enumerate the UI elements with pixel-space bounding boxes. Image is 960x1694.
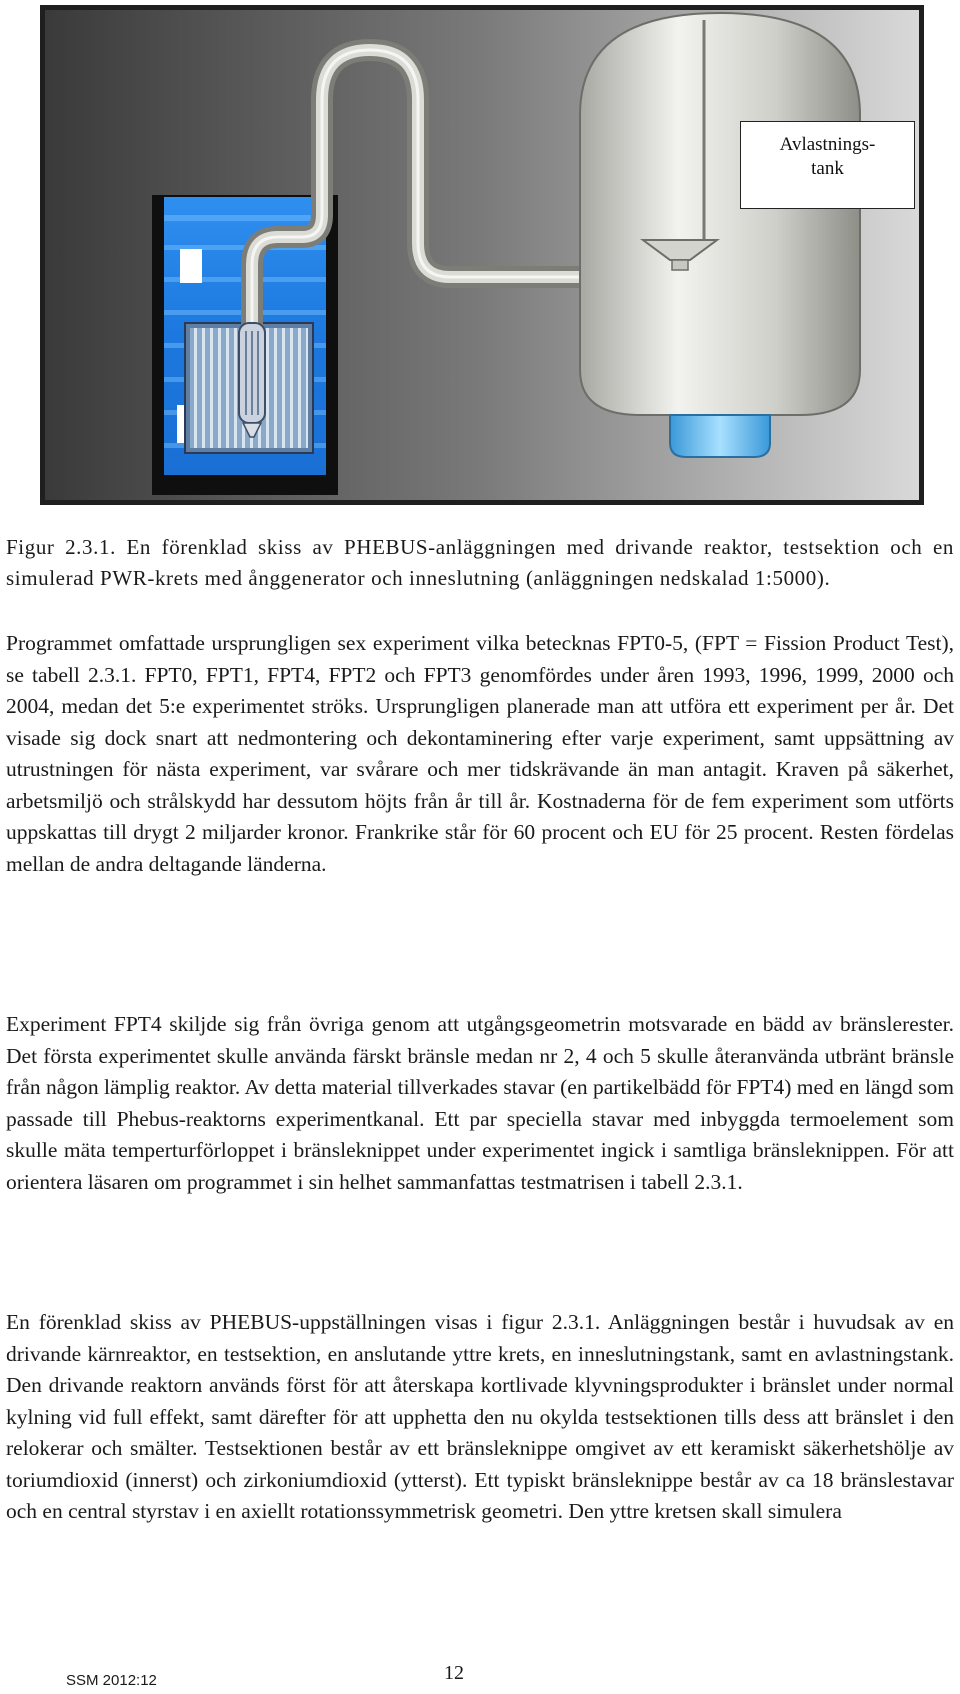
paragraph-1: Programmet omfattade ursprungligen sex experiment vilka betecknas FPT0-5, (FPT = Fission Product Test), se tabell 2.3.1. FPT0, FPT1, FPT4, FPT2 och FPT3 genomfördes under åren 1993, 1996, 1999, 2000 och 2004, medan det 5:e experimentet ströks. Ursprungligen planerade man att utföra ett experiment per år. Det visade sig dock snart att nedmontering och dekontaminering efter varje experiment, samt uppsättning av utrustningen för nästa experiment, var svårare och mer tidskrävande än man antagit. Kraven på säkerhet, arbetsmiljö och strålskydd har dessutom höjts från år till år. Kostnaderna för de fem experiment som utförts uppskattas till drygt 2 miljarder kronor. Frankrike står för 60 procent och EU för 25 procent. Resten fördelas mellan de andra deltagande länderna.: [6, 631, 954, 876]
report-id: SSM 2012:12: [66, 1672, 157, 1689]
callout-line-2: tank: [811, 158, 844, 179]
page-number: 12: [444, 1662, 464, 1684]
callout-line-1: Avlastnings-: [779, 134, 876, 155]
phebus-figure: [40, 5, 924, 505]
paragraph-3: En förenklad skiss av PHEBUS-uppställningen visas i figur 2.3.1. Anläggningen består i huvudsak av en drivande kärnreaktor, en testsektion, en anslutande yttre krets, en inneslutningstank, samt en avlastningstank. Den drivande reaktorn används först för att återskapa kortlivade klyvningsprodukter i bränslet under normal kylning vid full effekt, samt därefter för att upphetta den nu okylda testsektionen tills dess att bränslet i den relokerar och smälter. Testsektionen består av ett bränsleknippe omgivet av ett keramiskt säkerhetshölje av toriumdioxid (innerst) och zirkoniumdioxid (ytterst). Ett typiskt bränsleknippe består av ca 18 bränslestavar och en central styrstav i en axiellt rotationssymmetrisk geometri. Den yttre kretsen skall simulera: [6, 1310, 954, 1523]
figure-caption: Figur 2.3.1. En förenklad skiss av PHEBUS-anläggningen med drivande reaktor, testsektion och en simulerad PWR-krets med ånggenerator och inneslutning (anläggningen nedskalad 1:5000).: [6, 535, 954, 590]
paragraph-2: Experiment FPT4 skiljde sig från övriga genom att utgångsgeometrin motsvarade en bädd av bränslerester. Det första experimentet skulle använda färskt bränsle medan nr 2, 4 och 5 skulle återanvända utbränt bränsle från någon lämplig reaktor. Av detta material tillverkades stavar (en partikelbädd för FPT4) med en längd som passade till Phebus-reaktorns experimentkanal. Ett par speciella stavar med inbyggda termoelement som skulle mäta temperturförloppet i bränsleknippet under experimentet ingick i samtliga bränsleknippen. För att orientera läsaren om programmet i sin helhet sammanfattas testmatrisen i tabell 2.3.1.: [6, 1012, 954, 1194]
relief-tank-callout: [740, 121, 915, 209]
phebus-schematic: [40, 5, 924, 505]
